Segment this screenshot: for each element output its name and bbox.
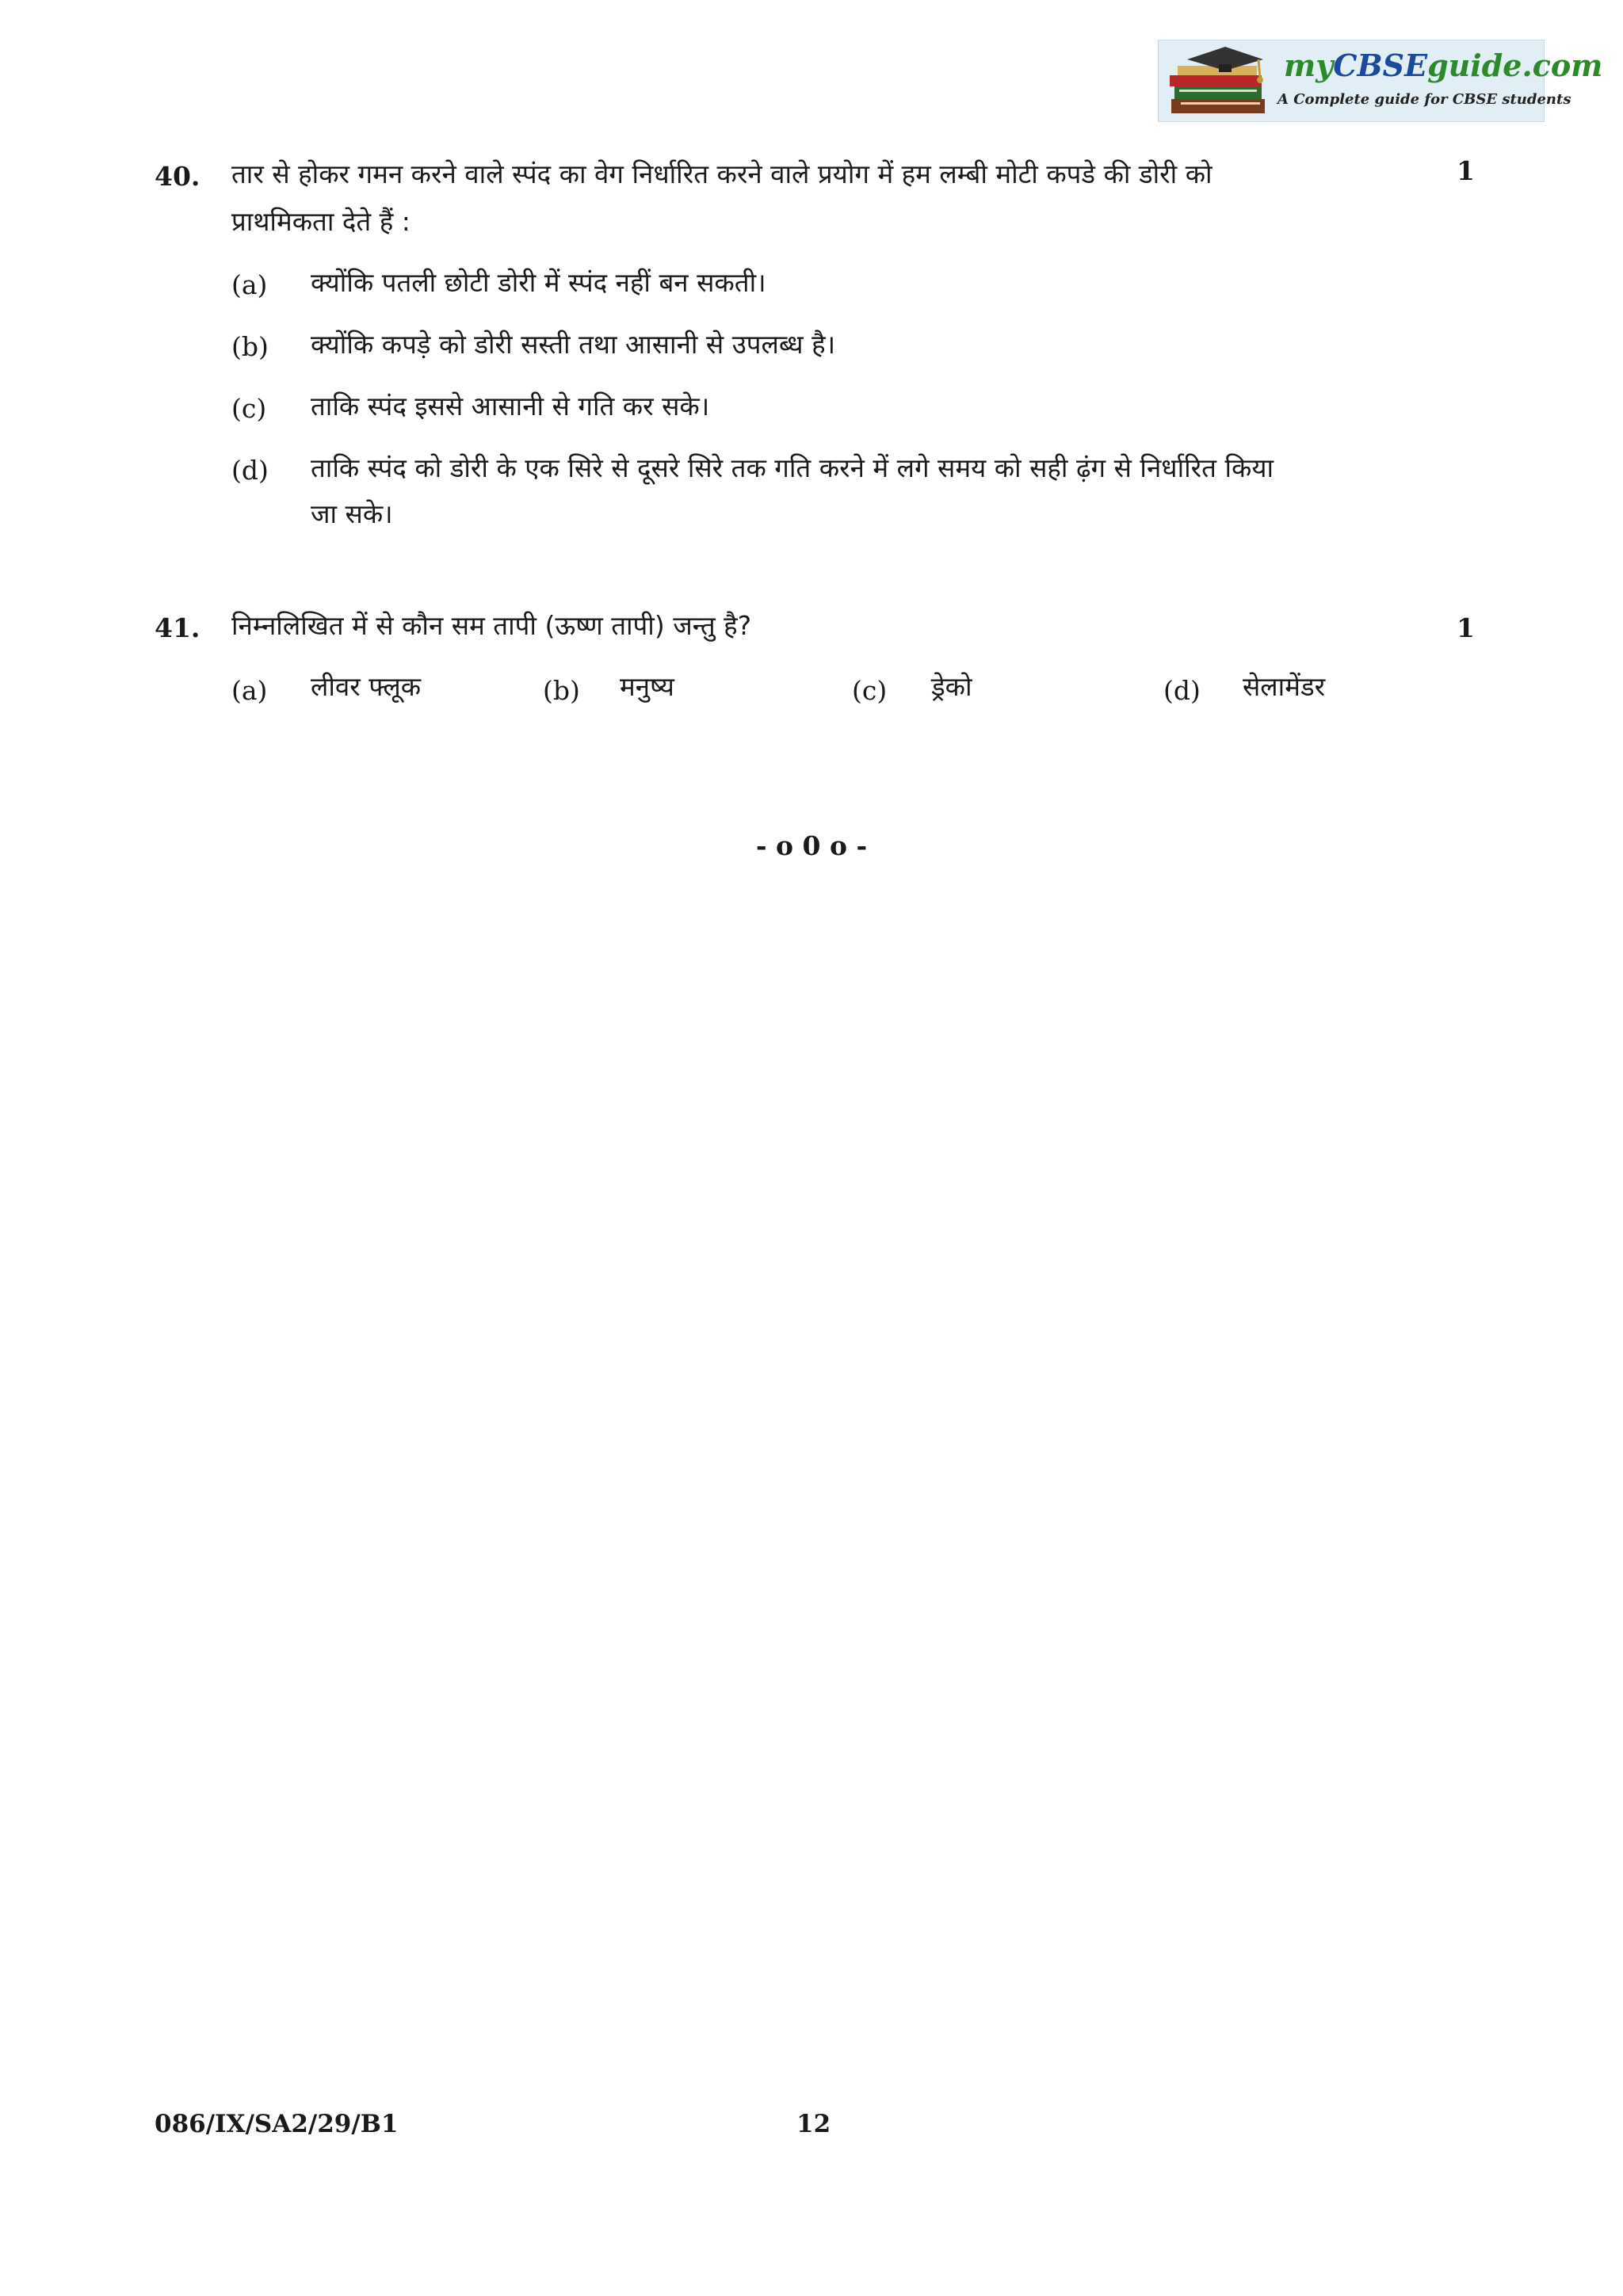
page-number: 12: [796, 2110, 831, 2138]
mycbseguide-logo: [1158, 40, 1603, 122]
option-text: क्योंकि पतली छोटी डोरी में स्पंद नहीं बन सकती।: [311, 267, 766, 298]
logo-tagline: A Complete guide for CBSE students: [1277, 91, 1571, 108]
option-label: (b): [543, 675, 580, 706]
option-text: ताकि स्पंद इससे आसानी से गति कर सके।: [311, 391, 710, 421]
question-number: 40.: [155, 161, 200, 192]
paper-code: 086/IX/SA2/29/B1: [155, 2110, 399, 2138]
question-stem-line-1: तार से होकर गमन करने वाले स्पंद का वेग निर्धारित करने वाले प्रयोग में हम लम्बी मोटी कपडे की डोरी को: [231, 158, 1212, 189]
option-text-line-1: ताकि स्पंद को डोरी के एक सिरे से दूसरे सिरे तक गति करने में लगे समय को सही ढ़ंग से निर्धारित किया: [311, 452, 1274, 483]
option-text: मनुष्य: [620, 671, 674, 702]
option-text: सेलामेंडर: [1243, 671, 1326, 702]
option-label: (d): [231, 455, 269, 486]
option-text: क्योंकि कपड़े को डोरी सस्ती तथा आसानी से उपलब्ध है।: [311, 329, 836, 360]
option-label: (c): [852, 675, 888, 706]
question-marks: 1: [1457, 155, 1475, 186]
option-label: (a): [231, 675, 268, 706]
question-stem: निम्नलिखित में से कौन सम तापी (ऊष्ण तापी) जन्तु है?: [231, 610, 752, 641]
logo-title: myCBSEguide.com: [1284, 48, 1603, 83]
option-label: (c): [231, 393, 267, 424]
question-number: 41.: [155, 612, 200, 643]
question-stem-line-2: प्राथमिकता देते हैं :: [231, 206, 411, 237]
question-marks: 1: [1457, 612, 1475, 643]
option-label: (a): [231, 269, 268, 300]
option-text-line-2: जा सके।: [311, 498, 393, 529]
books-graduation-cap-icon: [1163, 44, 1274, 120]
option-text: ड्रेको: [931, 671, 972, 702]
option-label: (b): [231, 331, 269, 362]
end-of-paper-mark: - o 0 o -: [755, 830, 868, 861]
option-label: (d): [1163, 675, 1201, 706]
option-text: लीवर फ्लूक: [311, 671, 422, 702]
